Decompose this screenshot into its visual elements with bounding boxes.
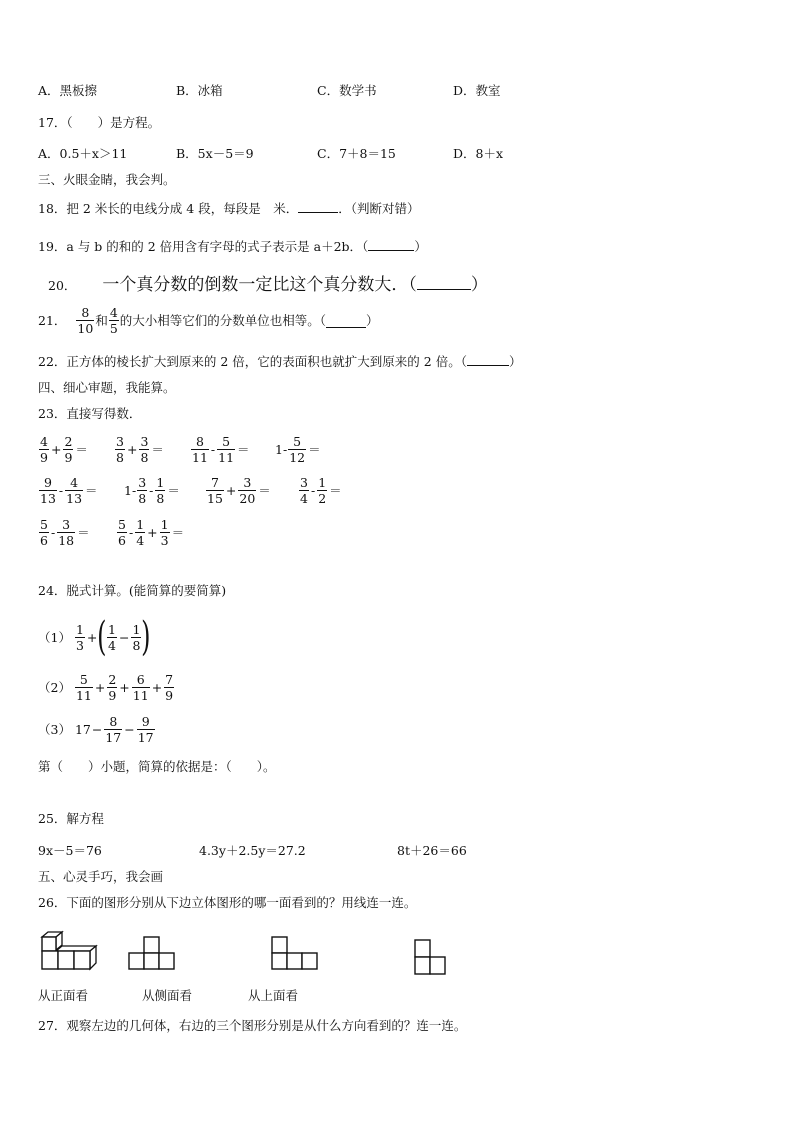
equals: ＝ [258, 483, 271, 498]
denominator: 18 [58, 533, 75, 548]
numerator: 3 [138, 475, 147, 490]
denominator: 4 [108, 637, 116, 653]
equals: ＝ [77, 525, 90, 540]
q17-option-c: C．7＋8＝15 [317, 146, 396, 161]
q26-label-side: 从侧面看 [142, 988, 193, 1003]
fraction [115, 434, 125, 465]
numerator: 4 [40, 434, 48, 449]
q23-r2-item3 [205, 475, 272, 506]
denominator: 9 [108, 688, 117, 703]
operator: - [210, 442, 216, 457]
numerator: 2 [64, 434, 73, 449]
fraction [288, 434, 306, 465]
denominator: 6 [40, 533, 48, 548]
denominator: 11 [218, 450, 235, 465]
fraction [206, 475, 224, 506]
fraction [155, 475, 165, 506]
q26-view-2 [270, 935, 320, 971]
q23-r2-item2 [124, 475, 181, 506]
q23-r2-item1 [38, 475, 99, 506]
numerator: 3 [300, 475, 308, 490]
fraction [160, 517, 170, 548]
numerator: 8 [76, 305, 94, 321]
left-paren: ( [97, 614, 107, 660]
q23-r1-item2 [114, 434, 165, 465]
equals: ＝ [167, 483, 180, 498]
denominator: 9 [40, 450, 48, 465]
fraction [39, 517, 49, 548]
operator: - [58, 483, 64, 498]
denominator: 5 [109, 321, 118, 336]
numerator: 1 [160, 517, 169, 532]
denominator: 13 [40, 491, 56, 506]
fraction [132, 672, 150, 703]
denominator: 8 [156, 491, 165, 506]
operator: + [126, 442, 138, 457]
fraction [104, 714, 122, 745]
q23-title: 23．直接写得数． [38, 406, 142, 421]
q25-equation-3: 8t＋26＝66 [397, 843, 467, 858]
q24-title: 24．脱式计算。(能简算的要简算) [38, 583, 227, 598]
q20-number: 20． [48, 278, 77, 293]
denominator: 9 [165, 688, 174, 703]
q23-r1-item3 [190, 434, 251, 465]
q23-r1-item1 [38, 434, 89, 465]
denominator: 3 [160, 533, 169, 548]
denominator: 15 [207, 491, 223, 506]
fraction [317, 475, 327, 506]
operator: - [149, 483, 154, 498]
q23-r2-item4 [298, 475, 343, 506]
right-paren: ) [141, 614, 151, 660]
numerator: 3 [116, 434, 124, 449]
denominator: 12 [289, 450, 306, 465]
equals: ＝ [85, 483, 98, 498]
fraction [107, 672, 117, 703]
operator: + [86, 629, 98, 645]
q22 [38, 353, 521, 371]
q20-tail: ） [470, 275, 488, 295]
q26-view-1 [128, 935, 178, 971]
numerator: 4 [109, 305, 118, 320]
denominator: 11 [192, 450, 208, 465]
denominator: 8 [132, 637, 141, 653]
fraction [299, 475, 309, 506]
fraction [63, 434, 73, 465]
q25-equation-1: 9x－5＝76 [38, 843, 102, 858]
denominator: 17 [105, 730, 122, 745]
q21-fraction-1 [76, 305, 94, 336]
operator: + [50, 442, 62, 457]
operator: + [225, 483, 237, 498]
q23-r3-item2 [116, 517, 185, 548]
denominator: 11 [132, 688, 149, 703]
q16-option-b: B．冰箱 [176, 83, 223, 98]
q18-text: 18．把 2 米长的电线分成 4 段，每段是 米． [38, 201, 299, 216]
denominator: 20 [239, 491, 256, 506]
q22-answer-blank[interactable] [467, 353, 509, 366]
equals: ＝ [237, 442, 250, 457]
equals: ＝ [329, 483, 342, 498]
q17-option-b: B．5x－5＝9 [176, 146, 254, 161]
denominator: 13 [66, 491, 83, 506]
numerator: 3 [238, 475, 256, 491]
q23-r3-item1 [38, 517, 91, 548]
q22-tail: ） [508, 354, 522, 369]
whole-number: 17 [74, 722, 91, 737]
q21-answer-blank[interactable] [326, 314, 366, 328]
numerator: 6 [132, 672, 150, 688]
q19-text: 19．a 与 b 的和的 2 倍用含有字母的式子表示是 a＋2b．（ [38, 239, 369, 254]
q21-and: 和 [95, 313, 108, 328]
section-5-heading: 五、心灵手巧，我会画 [38, 869, 164, 884]
fraction [39, 475, 57, 506]
fraction [238, 475, 256, 506]
q21-number: 21． [38, 313, 67, 328]
q18 [38, 200, 419, 218]
operator: - [310, 483, 316, 498]
numerator: 1 [132, 621, 141, 637]
numerator: 7 [165, 672, 174, 687]
numerator: 1 [318, 475, 327, 490]
fraction [191, 434, 209, 465]
part-label: （3） [38, 722, 71, 737]
equals: ＝ [151, 442, 164, 457]
operator: + [151, 680, 163, 695]
q18-answer-blank[interactable] [298, 200, 338, 213]
q21-tail: ） [366, 313, 379, 328]
q16-option-a: A．黑板擦 [38, 83, 98, 98]
operator: − [91, 722, 103, 737]
q27-text: 27．观察左边的几何体，右边的三个图形分别是从什么方向看到的？连一连。 [38, 1018, 467, 1033]
denominator: 8 [140, 450, 149, 465]
q17-stem: 17．（ ）是方程。 [38, 115, 161, 130]
section-4-heading: 四、细心审题，我能算。 [38, 380, 176, 395]
numerator: 5 [75, 672, 93, 688]
denominator: 4 [300, 491, 308, 506]
part-label: （1） [38, 629, 71, 645]
q21-text: 的大小相等它们的分数单位也相等。（ [119, 313, 327, 328]
equals: ＝ [171, 525, 185, 540]
q26-text: 26．下面的图形分别从下边立体图形的哪一面看到的？用线连一连。 [38, 895, 417, 910]
fraction [139, 434, 149, 465]
q26-label-front: 从正面看 [38, 988, 89, 1003]
q20 [48, 274, 488, 296]
q16-option-c: C．数学书 [317, 83, 377, 98]
q24-note: 第（ ）小题，简算的依据是：（ ）。 [38, 759, 276, 774]
q26-solid-figure [38, 929, 100, 973]
fraction [135, 517, 145, 548]
numerator: 2 [108, 672, 117, 687]
equals: ＝ [75, 442, 88, 457]
q17-option-d: D．8＋x [453, 146, 504, 161]
numerator: 9 [137, 714, 155, 730]
denominator: 11 [75, 688, 92, 703]
numerator: 8 [104, 714, 122, 730]
denominator: 2 [318, 491, 327, 506]
operator: + [94, 680, 106, 695]
numerator: 1 [108, 621, 116, 637]
numerator: 4 [65, 475, 83, 491]
numerator: 5 [217, 434, 235, 450]
q21 [38, 305, 379, 336]
numerator: 1 [156, 475, 165, 490]
fraction [75, 622, 85, 653]
numerator: 5 [40, 517, 48, 532]
fraction [137, 475, 147, 506]
numerator: 7 [206, 475, 224, 491]
q26-label-top: 从上面看 [248, 988, 299, 1003]
denominator: 3 [75, 637, 84, 653]
numerator: 3 [57, 517, 75, 533]
operator: - [50, 525, 56, 540]
fraction [131, 622, 141, 653]
denominator: 17 [137, 730, 154, 745]
q25-equation-2: 4.3y＋2.5y＝27.2 [199, 843, 306, 858]
numerator: 5 [288, 434, 306, 450]
numerator: 1 [136, 517, 145, 532]
q21-fraction-2 [109, 305, 119, 336]
denominator: 8 [138, 491, 147, 506]
q17-option-a: A．0.5＋x＞11 [38, 146, 128, 161]
operator: − [124, 722, 135, 737]
fraction [39, 434, 49, 465]
fraction [164, 672, 174, 703]
q20-text: 一个真分数的倒数一定比这个真分数大．（ [102, 275, 417, 295]
fraction [107, 622, 117, 653]
fraction [65, 475, 83, 506]
numerator: 1 [75, 621, 84, 637]
denominator: 6 [118, 533, 126, 548]
numerator: 9 [39, 475, 57, 491]
q16-option-d: D．教室 [453, 83, 501, 98]
fraction [217, 434, 235, 465]
fraction [75, 672, 93, 703]
q22-text: 22．正方体的棱长扩大到原来的 2 倍，它的表面积也就扩大到原来的 2 倍。（ [38, 354, 467, 369]
numerator: 3 [140, 434, 149, 449]
operator: - [128, 525, 134, 540]
operator: + [147, 525, 158, 540]
operator: − [118, 629, 130, 645]
whole-number: 1- [275, 442, 288, 457]
fraction [117, 517, 127, 548]
operator: + [119, 680, 130, 695]
q19-tail: ） [414, 239, 427, 254]
whole-number: 1- [124, 483, 137, 498]
q24-part2 [38, 672, 175, 703]
equals: ＝ [308, 442, 321, 457]
q23-r1-item4 [275, 434, 322, 465]
q20-answer-blank[interactable] [417, 277, 471, 290]
q26-view-3 [413, 938, 449, 976]
denominator: 10 [77, 321, 94, 336]
part-label: （2） [38, 680, 71, 695]
section-3-heading: 三、火眼金睛，我会判。 [38, 172, 176, 187]
denominator: 9 [64, 450, 73, 465]
q24-part3 [38, 714, 156, 745]
q18-tail: ．（判断对错） [338, 201, 420, 216]
fraction [57, 517, 75, 548]
q25-title: 25．解方程 [38, 811, 104, 826]
denominator: 4 [136, 533, 145, 548]
fraction [137, 714, 155, 745]
numerator: 8 [191, 434, 209, 450]
denominator: 8 [116, 450, 124, 465]
q19 [38, 238, 427, 256]
numerator: 5 [118, 517, 126, 532]
q19-answer-blank[interactable] [368, 238, 414, 251]
q24-part1 [38, 614, 151, 660]
